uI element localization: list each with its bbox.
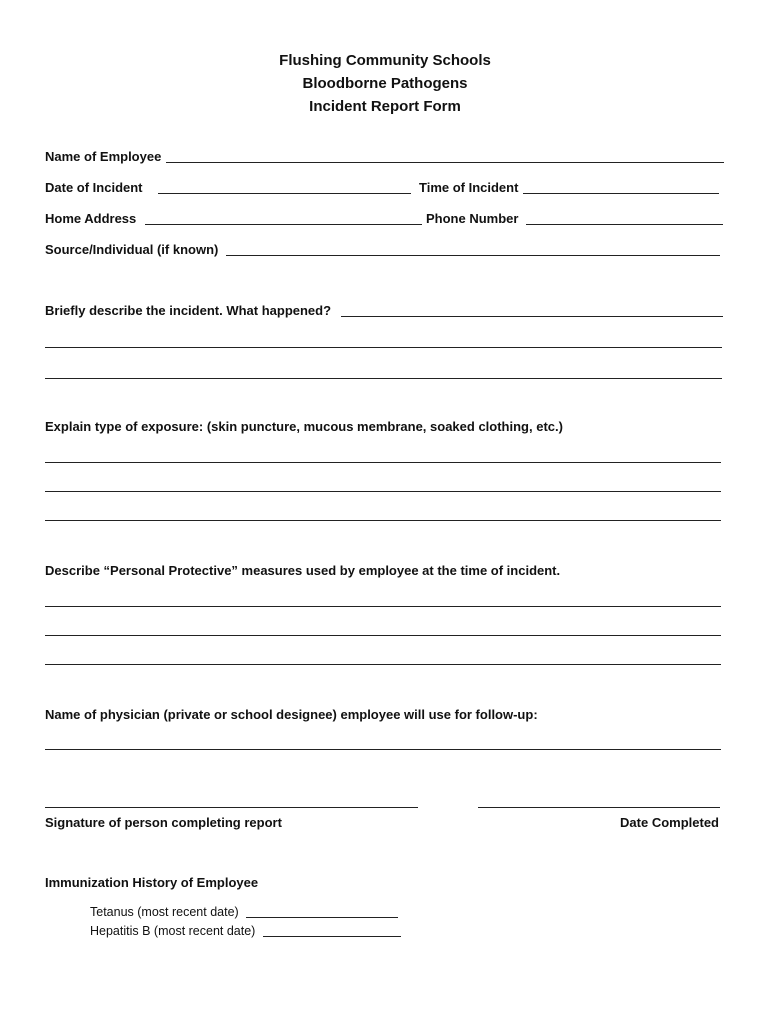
describe-incident-label: Briefly describe the incident. What happened? [45, 303, 332, 318]
source-individual-field[interactable] [226, 255, 720, 256]
hepatitis-b-label: Hepatitis B (most recent date) [90, 924, 256, 938]
date-of-incident-field[interactable] [158, 193, 411, 194]
date-completed-line[interactable] [478, 807, 720, 808]
time-of-incident-field[interactable] [523, 193, 719, 194]
immunization-heading: Immunization History of Employee [45, 875, 259, 890]
signature-line[interactable] [45, 807, 418, 808]
describe-incident-field[interactable] [341, 316, 723, 317]
form-title: Incident Report Form [309, 98, 461, 115]
exposure-type-line[interactable] [45, 491, 721, 492]
protective-measures-label: Describe “Personal Protective” measures used by employee at the time of incident. [45, 563, 561, 578]
describe-incident-line[interactable] [45, 347, 722, 348]
home-address-field[interactable] [145, 224, 422, 225]
exposure-type-line[interactable] [45, 520, 721, 521]
form-title-subject: Bloodborne Pathogens [302, 75, 468, 92]
exposure-type-label: Explain type of exposure: (skin puncture, mucous membrane, soaked clothing, etc.) [45, 419, 563, 434]
signature-label: Signature of person completing report [45, 815, 282, 830]
phone-number-label: Phone Number [426, 211, 519, 226]
source-individual-label: Source/Individual (if known) [45, 242, 219, 257]
physician-label: Name of physician (private or school designee) employee will use for follow-up: [45, 707, 538, 722]
form-title-org: Flushing Community Schools [279, 52, 491, 69]
employee-name-field[interactable] [166, 162, 724, 163]
tetanus-label: Tetanus (most recent date) [90, 905, 239, 919]
tetanus-date-field[interactable] [246, 917, 398, 918]
employee-name-label: Name of Employee [45, 149, 162, 164]
hepatitis-b-date-field[interactable] [263, 936, 401, 937]
describe-incident-line[interactable] [45, 378, 722, 379]
date-of-incident-label: Date of Incident [45, 180, 143, 195]
date-completed-label: Date Completed [620, 815, 719, 830]
physician-line[interactable] [45, 749, 721, 750]
protective-measures-line[interactable] [45, 635, 721, 636]
exposure-type-line[interactable] [45, 462, 721, 463]
protective-measures-line[interactable] [45, 606, 721, 607]
time-of-incident-label: Time of Incident [419, 180, 519, 195]
protective-measures-line[interactable] [45, 664, 721, 665]
home-address-label: Home Address [45, 211, 137, 226]
phone-number-field[interactable] [526, 224, 723, 225]
